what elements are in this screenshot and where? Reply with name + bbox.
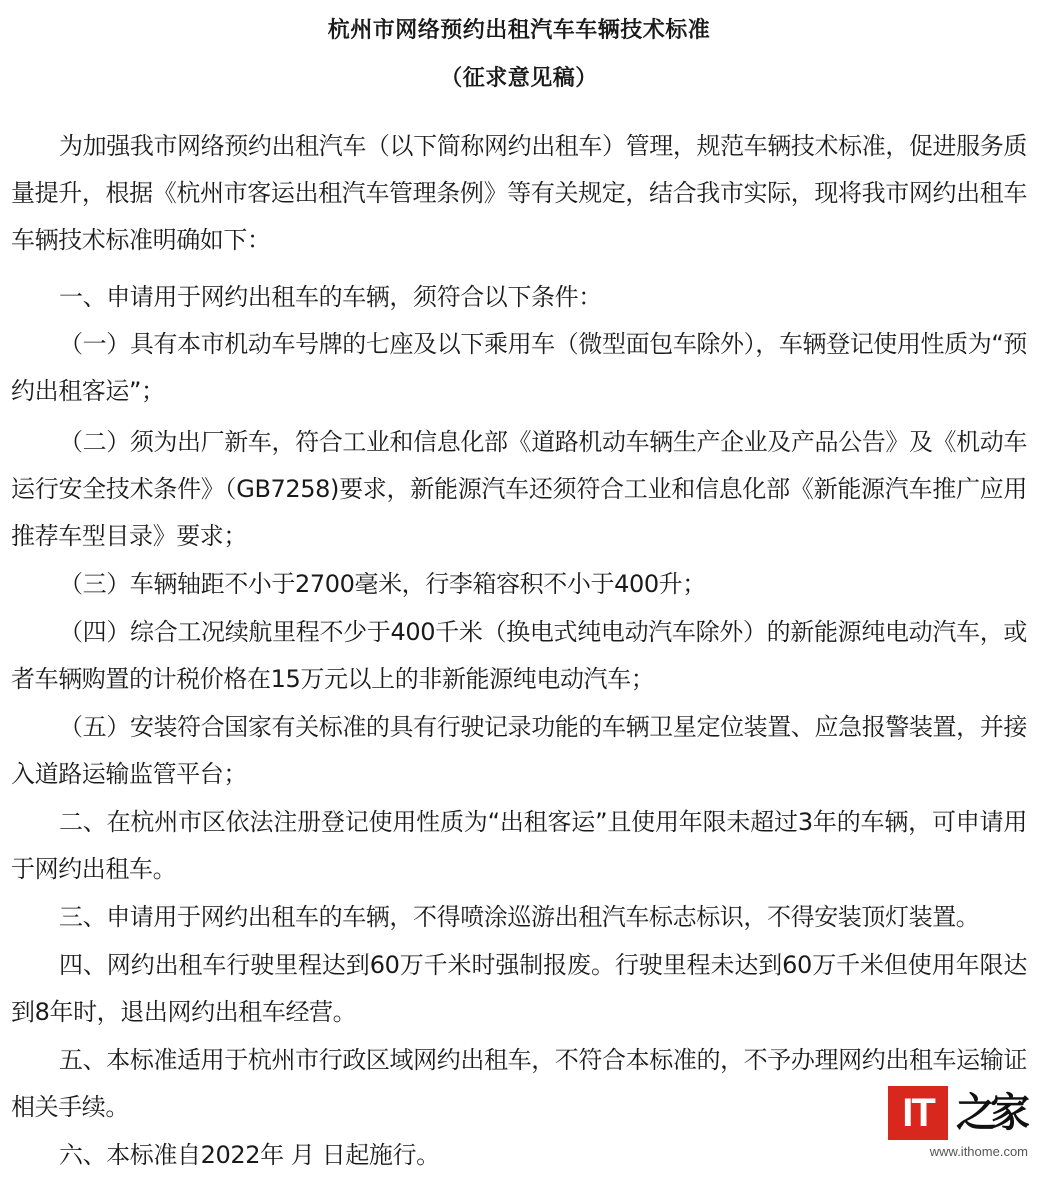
paragraph-item-1: （一）具有本市机动车号牌的七座及以下乘用车（微型面包车除外），车辆登记使用性质为“预约出租客运”； (11, 330, 1027, 405)
paragraph-section-6: 六、本标准自2022年 月 日起施行。 (59, 1141, 440, 1169)
paragraph-item-4: （四）综合工况续航里程不少于400千米（换电式纯电动汽车除外）的新能源纯电动汽车，或者车辆购置的计税价格在15万元以上的非新能源纯电动汽车； (11, 618, 1027, 693)
paragraph-section-4: 四、网约出租车行驶里程达到60万千米时强制报废。行驶里程未达到60万千米但使用年限达到8年时，退出网约出租车经营。 (11, 951, 1027, 1026)
paragraph-section-2: 二、在杭州市区依法注册登记使用性质为“出租客运”且使用年限未超过3年的车辆，可申请用于网约出租车。 (11, 808, 1027, 883)
ithome-logo-text: IT (902, 1091, 934, 1135)
ithome-url: www.ithome.com (929, 1144, 1028, 1159)
paragraph-section-3: 三、申请用于网约出租车的车辆，不得喷涂巡游出租汽车标志标识，不得安装顶灯装置。 (59, 903, 980, 931)
ithome-watermark (888, 1082, 1028, 1168)
ithome-logo-chinese: 之家 (956, 1090, 1024, 1136)
paragraph-section-5: 五、本标准适用于杭州市行政区域网约出租车，不符合本标准的，不予办理网约出租车运输证相关手续。 (11, 1046, 1027, 1121)
paragraph-intro: 为加强我市网络预约出租汽车（以下简称网约出租车）管理，规范车辆技术标准，促进服务质量提升，根据《杭州市客运出租汽车管理条例》等有关规定，结合我市实际，现将我市网约出租车车辆技术标准明确如下： (11, 132, 1027, 254)
document-title: 杭州市网络预约出租汽车车辆技术标准 (327, 18, 711, 43)
paragraph-item-5: （五）安装符合国家有关标准的具有行驶记录功能的车辆卫星定位装置、应急报警装置，并接入道路运输监管平台； (11, 713, 1027, 788)
document-subtitle: （征求意见稿） (440, 66, 598, 91)
paragraph-item-3: （三）车辆轴距不小于2700毫米，行李箱容积不小于400升； (59, 570, 706, 598)
paragraph-section-1: 一、申请用于网约出租车的车辆，须符合以下条件： (59, 283, 602, 311)
paragraph-item-2: （二）须为出厂新车，符合工业和信息化部《道路机动车辆生产企业及产品公告》及《机动车运行安全技术条件》（GB7258)要求，新能源汽车还须符合工业和信息化部《新能源汽车推广应用推荐车型目录》要求； (11, 428, 1027, 550)
